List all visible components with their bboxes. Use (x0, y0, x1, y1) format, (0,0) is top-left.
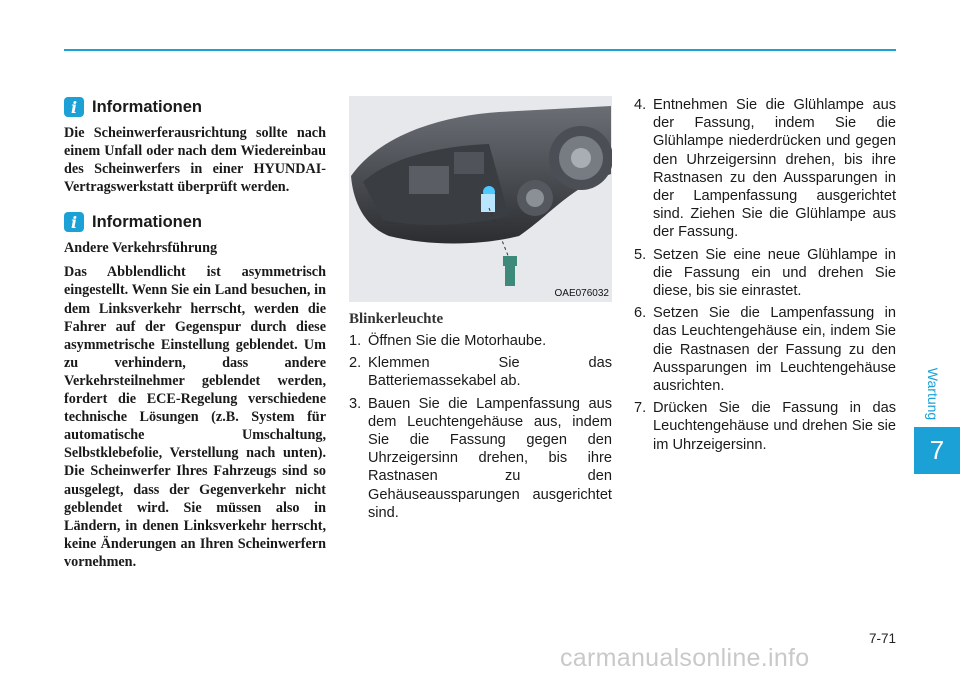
step-item (634, 304, 896, 395)
step-item (349, 354, 612, 390)
step-text: Öffnen Sie die Motorhaube. (368, 333, 547, 349)
info-box-1-header (64, 96, 326, 118)
step-item (634, 399, 896, 454)
step-item (349, 332, 612, 350)
column-right (634, 96, 896, 458)
info-icon: i (64, 212, 84, 232)
step-text: Setzen Sie die Lampenfassung in das Leuchtengehäuse ein, indem Sie die Rastnasen der Fassung zu den Aussparungen im Leuchtengehäuse ausrichten. (653, 305, 896, 395)
chapter-tab: 7 (914, 427, 960, 474)
column-middle (349, 96, 612, 526)
info-box-1-text: Die Scheinwerferausrichtung sollte nach einem Unfall oder nach dem Wiedereinbau des Scheinwerfers in einer HYUNDAI-Vertragswerkstatt überprüft werden. (64, 125, 326, 196)
column-left (64, 96, 326, 571)
step-text: Klemmen Sie das Batteriemassekabel ab. (368, 355, 612, 390)
step-number: 7. (634, 400, 647, 417)
watermark: carmanualsonline.info (560, 644, 810, 672)
step-number: 3. (349, 395, 362, 412)
steps-list-a (349, 332, 612, 522)
step-text: Bauen Sie die Lampenfassung aus dem Leuchtengehäuse aus, indem Sie die Fassung gegen den Uhrzeigersinn drehen, bis ihre Rastnasen zu den Gehäuseaussparungen ausgerichtet sind. (368, 395, 612, 521)
info-icon: i (64, 97, 84, 117)
header-rule (64, 49, 896, 51)
step-number: 2. (349, 355, 362, 372)
step-number: 5. (634, 246, 647, 263)
headlamp-drawing (349, 96, 612, 302)
step-number: 1. (349, 333, 362, 349)
page-number: 7-71 (868, 631, 896, 646)
step-text: Drücken Sie die Fassung in das Leuchtengehäuse und drehen Sie sie im Uhrzeigersinn. (653, 400, 896, 453)
headlamp-illustration (349, 96, 612, 302)
info-box-2-text: Das Abblendlicht ist asymmetrisch eingestellt. Wenn Sie ein Land besuchen, in dem Linksverkehr herrscht, werden die Fahrer auf der Gegenspur durch diese asymmetrische Einstellung geblendet. Um zu verhindern, dass andere Verkehrsteilnehmer geblendet werden, fordert die ECE-Regelung verschiedene technische Lösungen (z.B. System für automatische Umschaltung, Selbstklebefolie, Verstellung nach unten). Die Scheinwerfer Ihres Fahrzeugs sind so ausgelegt, dass der Gegenverkehr nicht geblendet wird. Sie müssen also in Ländern, in denen Linksverkehr herrscht, keine Änderungen an Ihren Scheinwerfern vornehmen. (64, 264, 326, 570)
info-box-1-title: Informationen (92, 97, 202, 116)
step-item (634, 96, 896, 242)
step-text: Setzen Sie eine neue Glühlampe in die Fassung ein und drehen Sie diese, bis sie einrastet. (653, 246, 896, 300)
step-item (349, 395, 612, 522)
info-box-2-title: Informationen (92, 212, 202, 231)
figure-caption: OAE076032 (554, 288, 609, 299)
step-number: 4. (634, 97, 647, 113)
step-number: 6. (634, 305, 647, 322)
steps-list-b (634, 96, 896, 454)
info-box-2-header (64, 211, 326, 233)
section-title: Blinkerleuchte (349, 311, 444, 327)
step-item (634, 246, 896, 301)
chapter-label-text: Wartung (925, 367, 941, 421)
chapter-label (920, 362, 946, 426)
step-text: Entnehmen Sie die Glühlampe aus der Fassung, indem Sie die Glühlampe niederdrücken und gegen den Uhrzeigersinn drehen, bis ihre Rastnasen zu den Aussparungen in der Lampenfassung ausgerichtet sind. Ziehen Sie die Glühlampe aus der Fassung. (653, 97, 896, 241)
info-box-2-subtitle: Andere Verkehrsführung (64, 240, 218, 257)
